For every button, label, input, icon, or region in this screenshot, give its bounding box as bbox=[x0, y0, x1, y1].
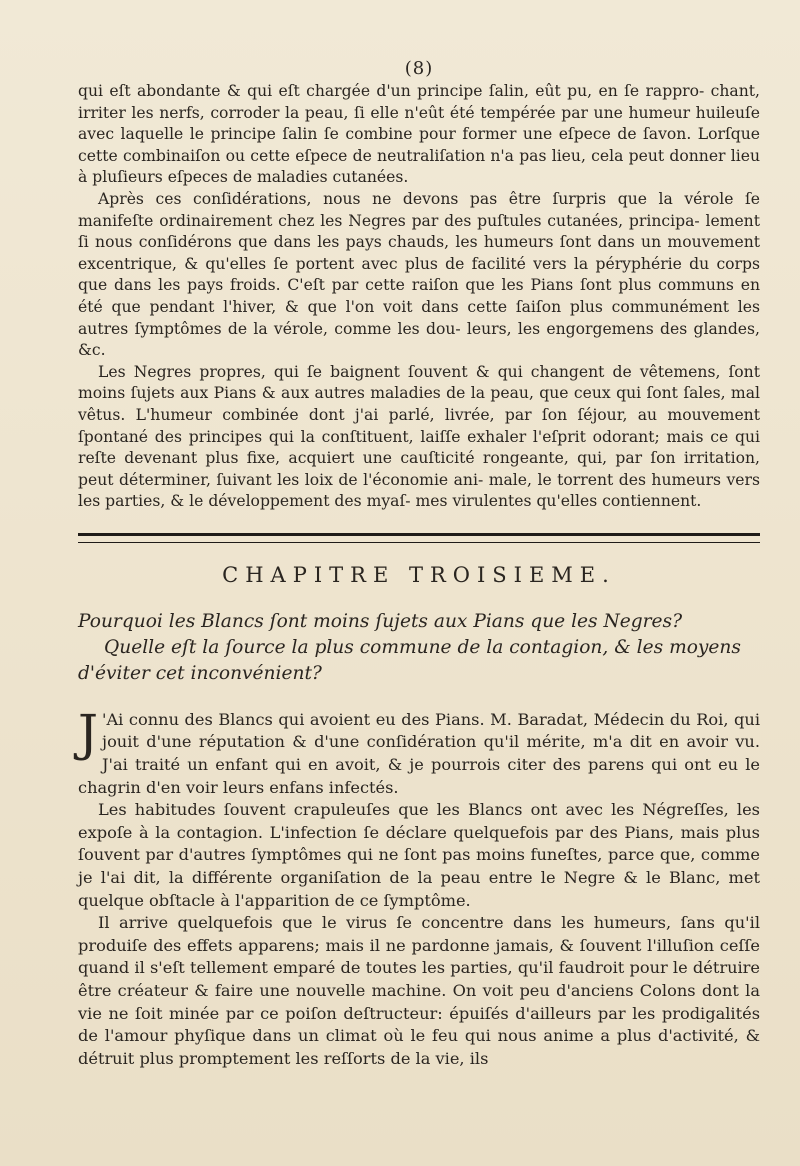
section-divider bbox=[78, 533, 760, 543]
paragraph: qui eſt abondante & qui eſt chargée d'un principe ſalin, eût pu, en ſe rappro- chant, irriter les nerfs, corroder la peau, ſi elle n'eût été tempérée par une humeur huileuſe avec laquelle le principe ſalin ſe combine pour former une eſpece de ſavon. Lorſque cette combinaiſon ou cette eſpece de neutraliſation n'a pas lieu, cela peut donner lieu à pluſieurs eſpeces de maladies cutanées. bbox=[78, 82, 760, 187]
drop-cap: J bbox=[78, 703, 99, 762]
top-text-block bbox=[78, 81, 760, 513]
first-paragraph bbox=[78, 703, 760, 799]
paragraph: Il arrive quelquefois que le virus ſe concentre dans les humeurs, ſans qu'il produiſe des effets apparens; mais il ne pardonne jamais, & ſouvent l'illuſion ceſſe quand il s'eſt tellement emparé de toutes les parties, qu'il faudroit pour le détruire être créateur & faire une nouvelle machine. On voit peu d'anciens Colons dont la vie ne ſoit minée par ce poiſon deſtructeur: épuiſés d'ailleurs par les prodigalités de l'amour phyſique dans un climat où le feu qui nous anime a plus d'activité, & détruit plus promptement les reſſorts de la vie, ils bbox=[78, 913, 760, 1068]
summary-line: Pourquoi les Blancs ſont moins ſujets aux Pians que les Negres? bbox=[78, 610, 683, 632]
paragraph: Après ces conſidérations, nous ne devons pas être ſurpris que la vérole ſe manifeſte ordinairement chez les Negres par des puſtules cutanées, principa- lement ſi nous conſidérons que dans les pays chauds, les humeurs ſont dans un mouvement excentrique, & qu'elles ſe portent avec plus de facilité vers la péryphérie du corps que dans les pays froids. C'eſt par cette raiſon que les Pians ſont plus communs en été que pendant l'hiver, & que l'on voit dans cette ſaiſon plus communément les autres ſymptômes de la vérole, comme les dou- leurs, les engorgemens des glandes, &c. bbox=[78, 189, 760, 360]
chapter-body bbox=[78, 703, 760, 1071]
paragraph: Les Negres propres, qui ſe baignent ſouvent & qui changent de vêtemens, ſont moins ſujets aux Pians & aux autres maladies de la peau, que ceux qui ſont ſales, mal vêtus. L'humeur combinée dont j'ai parlé, livrée, par ſon ſéjour, au mouvement ſpontané des principes qui la conſtituent, laiſſe exhaler l'eſprit odorant; mais ce qui reſte devenant plus fixe, acquiert une cauſticité rongeante, qui, par ſon irritation, peut déterminer, ſuivant les loix de l'économie ani- male, le torrent des humeurs vers les parties, & le développement des myaſ- mes virulentes qu'elles contiennent. bbox=[78, 362, 760, 511]
summary-line: d'éviter cet inconvénient? bbox=[78, 662, 322, 684]
page-number: (8) bbox=[404, 58, 434, 79]
chapter-title: CHAPITRE TROISIEME. bbox=[222, 562, 616, 587]
paragraph: Les habitudes ſouvent crapuleuſes que les Blancs ont avec les Négreſſes, les expoſe à la contagion. L'infection ſe déclare quelquefois par des Pians, mais plus ſouvent par d'autres ſymptômes qui ne ſont pas moins funeſtes, parce que, comme je l'ai dit, la différente organiſation de la peau entre le Negre & le Blanc, met quelque obſtacle à l'apparition de ce ſymptôme. bbox=[78, 800, 760, 910]
summary-line: Quelle eſt la ſource la plus commune de la contagion, & les moyens bbox=[104, 636, 741, 658]
first-paragraph-text: 'Ai connu des Blancs qui avoient eu des Pians. M. Baradat, Médecin du Roi, qui jouit d'une réputation & d'une conſidération qu'il mérite, m'a dit en avoir vu. J'ai traité un enfant qui en avoit, & je pourrois citer des parens qui ont eu le chagrin d'en voir leurs enfans infectés. bbox=[78, 709, 760, 797]
chapter-summary bbox=[78, 609, 760, 687]
